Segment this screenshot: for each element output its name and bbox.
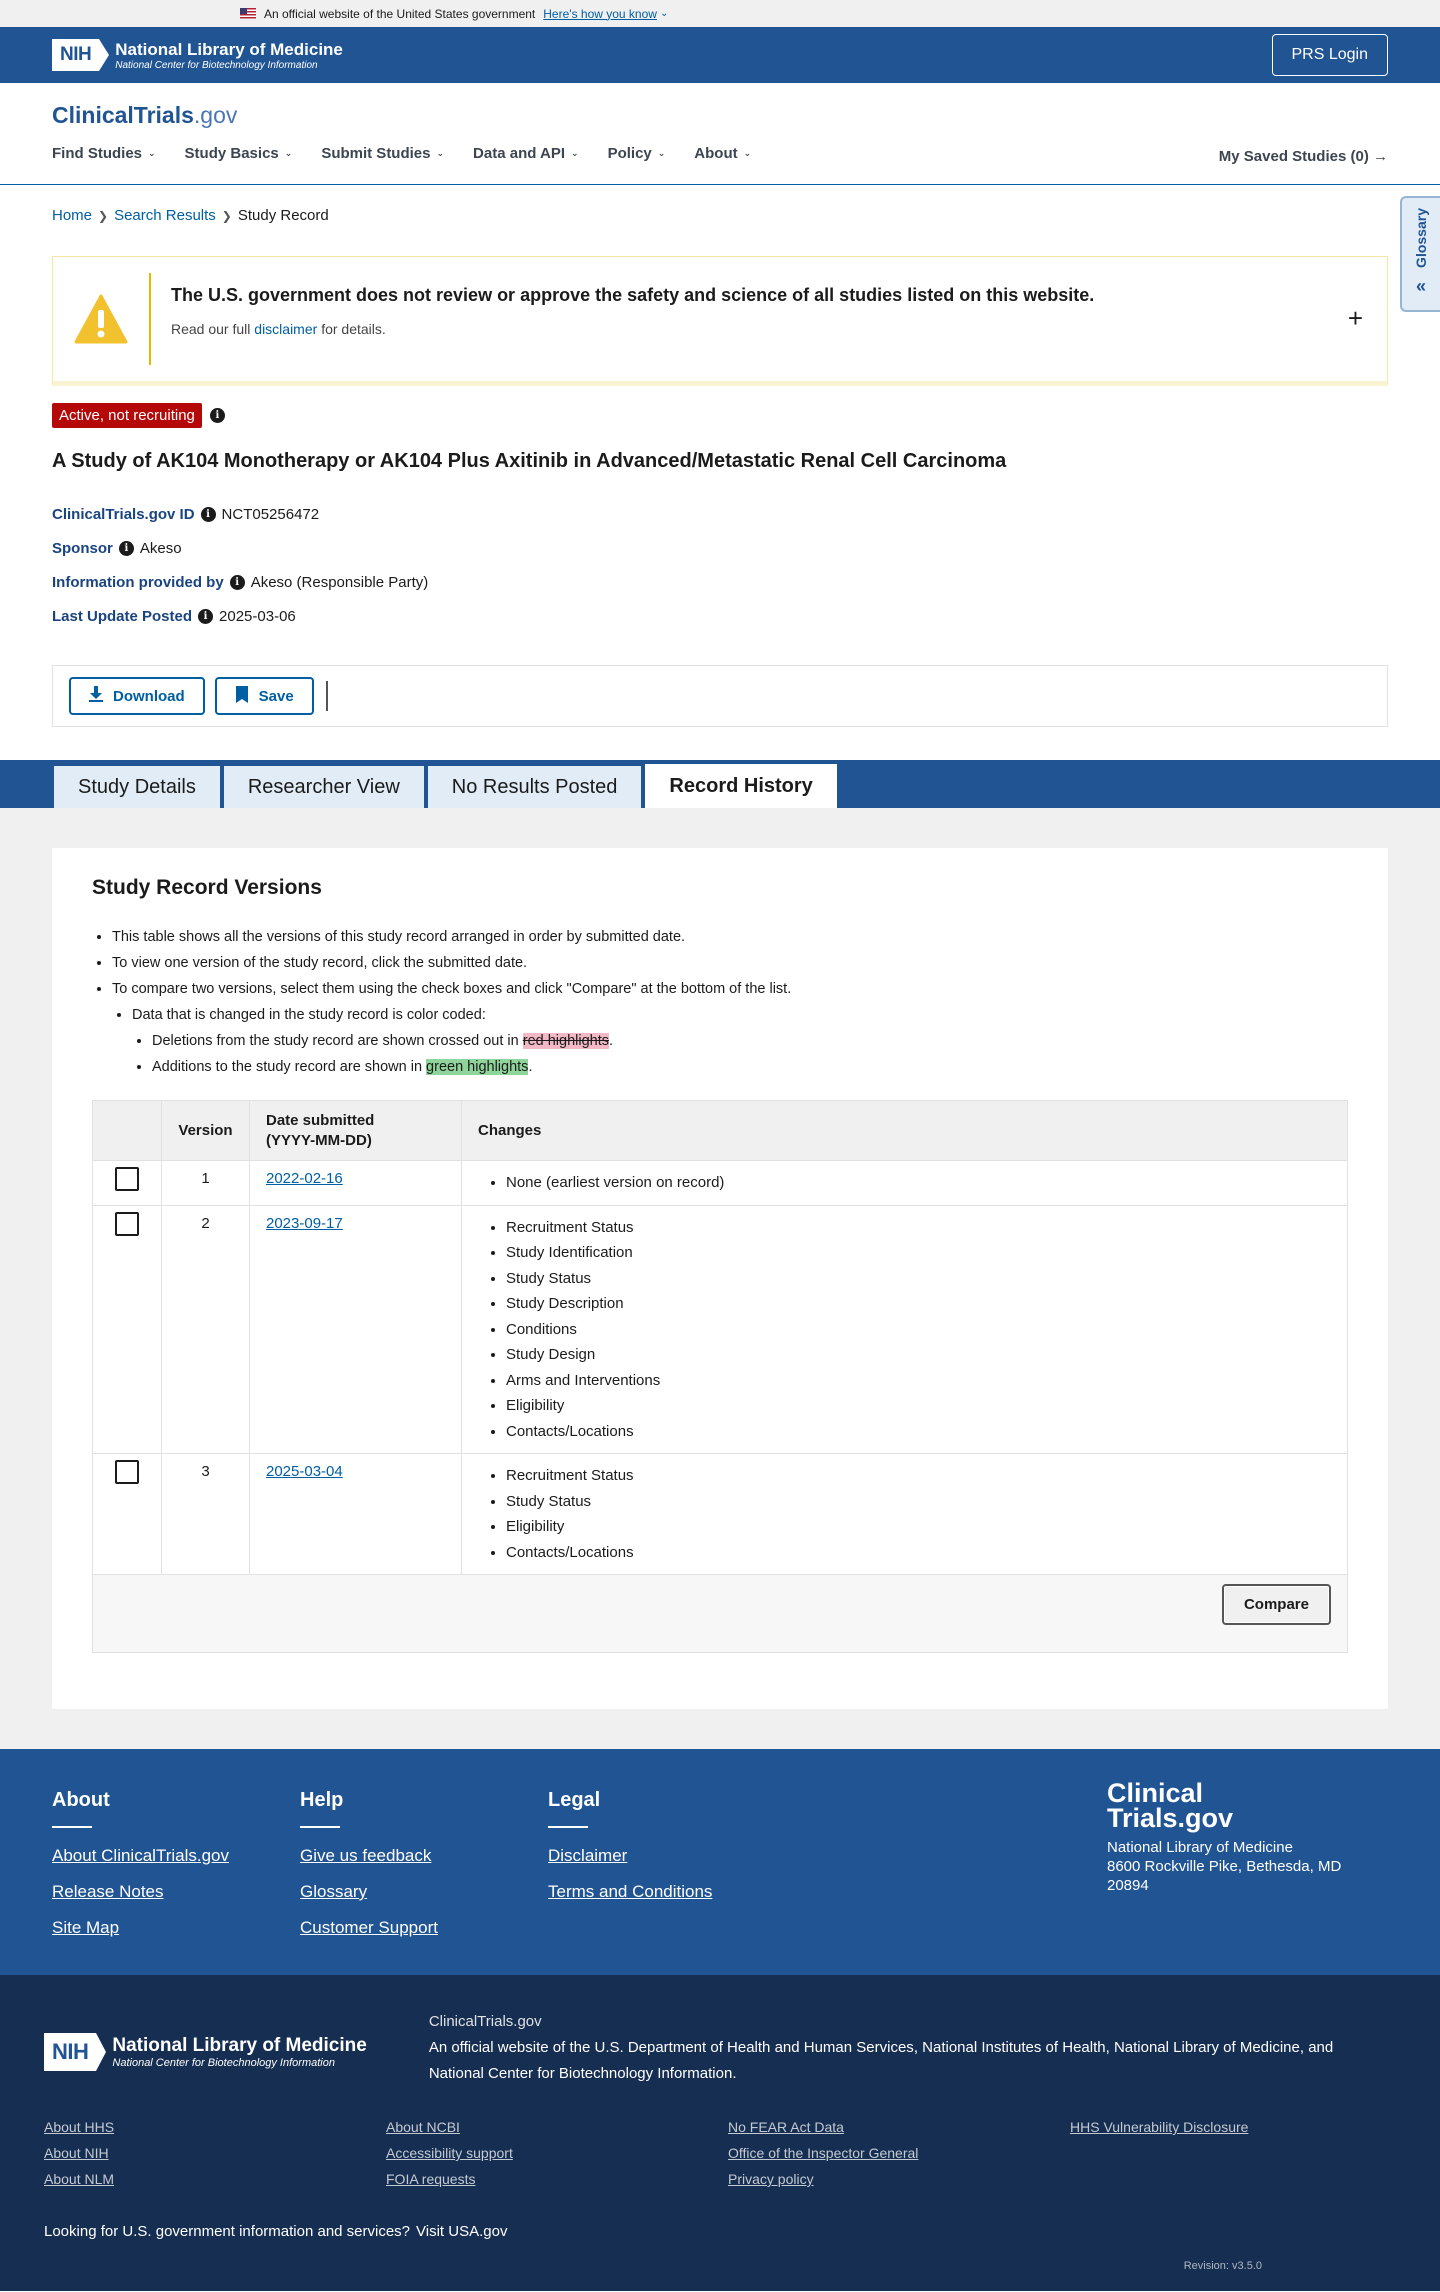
footer-ct-logo[interactable]: Clinical Trials.gov <box>1107 1778 1234 1833</box>
version-date-link[interactable]: 2022-02-16 <box>266 1170 343 1187</box>
footer-col-legal <box>548 1789 796 1954</box>
glossary-tab[interactable] <box>1400 196 1440 312</box>
my-saved-studies-link[interactable]: My Saved Studies (0) → <box>1218 148 1388 165</box>
version-checkbox[interactable] <box>115 1167 139 1191</box>
footer-brand <box>1107 1778 1397 1895</box>
disclaimer-alert <box>52 256 1388 386</box>
chevron-down-icon[interactable]: ⌄ <box>659 8 669 19</box>
changes-list <box>478 1463 1331 1565</box>
footer-bottom-link[interactable]: About NIH <box>44 2145 109 2161</box>
site-logo[interactable]: ClinicalTrials.gov <box>52 102 238 128</box>
green-highlight-sample: green highlights <box>426 1059 529 1075</box>
footer-col-about <box>52 1789 300 1954</box>
meta-label: Sponsor <box>52 539 113 557</box>
note-item: • To compare two versions, select them using the check boxes and click "Compare" at the bottom of the list. <box>112 976 1348 1002</box>
tab-study-details[interactable]: Study Details <box>52 764 222 808</box>
prs-login-button[interactable]: PRS Login <box>1272 34 1389 76</box>
hhs-link[interactable]: U.S. Department of Health and Human Services <box>594 2039 914 2056</box>
footer-heading: Help <box>300 1789 344 1811</box>
version-number: 1 <box>162 1161 250 1206</box>
chevron-right-icon: ❯ <box>98 208 109 223</box>
change-item: • Eligibility <box>506 1393 1331 1419</box>
empty-cell <box>1070 2171 1370 2187</box>
meta-row <box>52 497 1388 531</box>
version-checkbox[interactable] <box>115 1460 139 1484</box>
version-checkbox[interactable] <box>115 1212 139 1236</box>
change-item: • Contacts/Locations <box>506 1540 1331 1566</box>
download-button[interactable]: Download <box>69 677 205 715</box>
action-bar <box>52 665 1388 727</box>
table-row <box>93 1205 1348 1454</box>
change-item: • Conditions <box>506 1317 1331 1343</box>
note-item: • Data that is changed in the study record is color coded: <box>132 1002 1348 1028</box>
footer-heading: Legal <box>548 1789 601 1811</box>
footer-bottom-link[interactable]: HHS Vulnerability Disclosure <box>1070 2119 1249 2135</box>
changes-list <box>478 1170 1331 1196</box>
section-title: Study Record Versions <box>92 876 322 899</box>
action-separator <box>326 681 328 711</box>
breadcrumb-current: Study Record <box>237 207 329 224</box>
version-date-link[interactable]: 2025-03-04 <box>266 1463 343 1480</box>
changes-header: Changes <box>462 1101 1348 1161</box>
download-icon <box>89 686 103 706</box>
usa-gov-line: Looking for U.S. government information and services? Visit USA.gov <box>44 2223 508 2240</box>
footer-rule <box>52 1826 92 1828</box>
meta-label: Information provided by <box>52 573 224 591</box>
alert-heading: The U.S. government does not review or approve the safety and science of all studies listed on this website. <box>171 285 1095 305</box>
info-icon[interactable]: i <box>230 575 245 590</box>
changes-list <box>478 1215 1331 1445</box>
footer-nih-logo[interactable]: NIH National Library of Medicine National Center for Biotechnology Information <box>44 2017 367 2087</box>
meta-label: Last Update Posted <box>52 607 193 625</box>
version-header: Version <box>162 1101 250 1161</box>
versions-notes <box>92 924 1348 1080</box>
red-highlight-sample: red highlights <box>522 1033 609 1049</box>
note-item: • To view one version of the study record, click the submitted date. <box>112 950 1348 976</box>
official-statement: ClinicalTrials.gov An official website of the U.S. Department of Health and Human Services, National Institutes of Health, National Library of Medicine, and National Center for Biotechnology Information. <box>428 2013 1334 2082</box>
tab-bar <box>0 760 1440 808</box>
footer-link[interactable]: Site Map <box>52 1918 120 1937</box>
info-icon[interactable]: i <box>210 408 225 423</box>
info-icon[interactable]: i <box>119 541 134 556</box>
change-item: • Contacts/Locations <box>506 1419 1331 1445</box>
ncbi-link[interactable]: National Center for Biotechnology Information <box>428 2065 733 2082</box>
main-nav <box>52 145 1388 162</box>
footer-link[interactable]: About ClinicalTrials.gov <box>52 1846 229 1865</box>
nih-header <box>0 27 1440 83</box>
breadcrumb <box>0 185 1440 224</box>
info-icon[interactable]: i <box>198 609 213 624</box>
how-you-know-link[interactable]: Here's how you know <box>543 6 657 21</box>
site-header <box>0 83 1440 185</box>
footer-heading: About <box>52 1789 110 1811</box>
change-item: • Study Identification <box>506 1240 1331 1266</box>
meta-value: NCT05256472 <box>221 505 320 523</box>
save-button[interactable]: Save <box>215 677 314 715</box>
meta-row <box>52 565 1388 599</box>
footer-bottom-link[interactable]: Privacy policy <box>728 2171 814 2187</box>
revision-label: Revision: v3.5.0 <box>1183 2260 1262 2272</box>
version-number: 3 <box>162 1454 250 1575</box>
footer-bottom-link[interactable]: About NCBI <box>386 2119 460 2135</box>
nav-item-submit-studies[interactable]: Submit Studies ⌄ <box>321 145 445 162</box>
footer-col-help <box>300 1789 548 1954</box>
change-item: • Recruitment Status <box>506 1463 1331 1489</box>
bookmark-icon <box>235 686 249 707</box>
nav-item-find-studies[interactable]: Find Studies ⌄ <box>52 145 156 162</box>
footer-link[interactable]: Customer Support <box>300 1918 438 1937</box>
footer-bottom-link[interactable]: Accessibility support <box>386 2145 513 2161</box>
versions-table <box>92 1100 1348 1653</box>
meta-value: 2025-03-06 <box>219 607 296 625</box>
status-badge: Active, not recruiting <box>52 403 202 428</box>
footer-bottom <box>0 1975 1440 2291</box>
visit-usa-link[interactable]: Visit USA.gov <box>416 2223 508 2240</box>
footer-bottom-link[interactable]: About HHS <box>44 2119 115 2135</box>
footer-rule <box>548 1826 588 1828</box>
table-row <box>93 1161 1348 1206</box>
tab-record-history[interactable]: Record History <box>643 762 838 808</box>
alert-text: Read our full disclaimer for details. <box>171 321 386 337</box>
footer-bottom-link[interactable]: FOIA requests <box>386 2171 476 2187</box>
meta-row <box>52 599 1388 633</box>
chevron-down-icon: ⌄ <box>657 148 666 158</box>
meta-value: Akeso <box>139 539 182 557</box>
date-header: Date submitted (YYYY-MM-DD) <box>250 1101 462 1161</box>
glossary-label: Glossary <box>1413 208 1429 268</box>
nih-logo: NIH <box>52 39 99 71</box>
change-item: • Study Status <box>506 1266 1331 1292</box>
warning-icon <box>53 257 149 381</box>
note-item: • Additions to the study record are shown in green highlights. <box>152 1054 1348 1080</box>
footer-link[interactable]: Disclaimer <box>548 1846 628 1865</box>
checkbox-header <box>93 1101 162 1161</box>
double-chevron-left-icon: « <box>1415 275 1426 296</box>
change-item: • Recruitment Status <box>506 1215 1331 1241</box>
nav-item-data-and-api[interactable]: Data and API ⌄ <box>473 145 579 162</box>
compare-button[interactable]: Compare <box>1222 1584 1331 1625</box>
breadcrumb-search-results[interactable]: Search Results <box>114 207 216 224</box>
chevron-down-icon: ⌄ <box>436 148 445 158</box>
footer-top <box>0 1749 1440 1975</box>
record-history-card <box>52 848 1388 1709</box>
footer-link[interactable]: Terms and Conditions <box>548 1882 713 1901</box>
footer-link[interactable]: Release Notes <box>52 1882 164 1901</box>
footer-link[interactable]: Give us feedback <box>300 1846 432 1865</box>
breadcrumb-home[interactable]: Home <box>52 207 93 224</box>
footer-rule <box>300 1826 340 1828</box>
footer-bottom-link[interactable]: About NLM <box>44 2171 115 2187</box>
us-flag-icon <box>240 8 256 19</box>
footer-link[interactable]: Glossary <box>300 1882 368 1901</box>
version-date-link[interactable]: 2023-09-17 <box>266 1214 343 1232</box>
chevron-down-icon: ⌄ <box>571 148 579 158</box>
footer-bottom-link[interactable]: No FEAR Act Data <box>728 2119 844 2135</box>
tab-no-results-posted[interactable]: No Results Posted <box>426 764 644 808</box>
nav-item-study-basics[interactable]: Study Basics ⌄ <box>184 145 293 162</box>
study-meta <box>52 497 1388 633</box>
footer-address: National Library of Medicine 8600 Rockville Pike, Bethesda, MD 20894 <box>1107 1839 1342 1894</box>
meta-row <box>52 531 1388 565</box>
chevron-down-icon: ⌄ <box>284 148 293 158</box>
nih-brand[interactable] <box>52 39 343 71</box>
version-number: 2 <box>162 1205 250 1454</box>
meta-label: ClinicalTrials.gov ID <box>52 505 195 523</box>
empty-cell <box>1070 2145 1370 2161</box>
change-item: • Arms and Interventions <box>506 1368 1331 1394</box>
nlm-link[interactable]: National Library of Medicine <box>1113 2039 1300 2056</box>
disclaimer-link[interactable]: disclaimer <box>254 321 318 337</box>
nav-item-about[interactable]: About ⌄ <box>694 145 752 162</box>
nav-item-policy[interactable]: Policy ⌄ <box>607 145 666 162</box>
nih-link[interactable]: National Institutes of Health <box>922 2039 1106 2056</box>
ncbi-subtitle: National Center for Biotechnology Information <box>115 59 318 71</box>
nlm-title: National Library of Medicine <box>115 39 343 59</box>
chevron-down-icon: ⌄ <box>743 148 752 158</box>
note-item: • Deletions from the study record are shown crossed out in red highlights. <box>152 1028 1348 1054</box>
info-icon[interactable]: i <box>201 507 216 522</box>
change-item: • Study Status <box>506 1489 1331 1515</box>
chevron-down-icon: ⌄ <box>148 148 156 158</box>
note-item: • This table shows all the versions of this study record arranged in order by submitted date. <box>112 924 1348 950</box>
arrow-right-icon: → <box>1368 148 1388 165</box>
change-item: • Study Description <box>506 1291 1331 1317</box>
gov-banner-text: An official website of the United States government <box>264 6 536 21</box>
table-row <box>93 1454 1348 1575</box>
change-item: • Study Design <box>506 1342 1331 1368</box>
expand-plus-icon[interactable]: + <box>1347 303 1363 333</box>
study-title: A Study of AK104 Monotherapy or AK104 Plus Axitinib in Advanced/Metastatic Renal Cell Carcinoma <box>52 450 1007 472</box>
tab-researcher-view[interactable]: Researcher View <box>222 764 426 808</box>
change-item: • None (earliest version on record) <box>506 1170 1331 1196</box>
footer-bottom-link[interactable]: Office of the Inspector General <box>728 2145 919 2161</box>
gov-banner <box>0 0 1440 27</box>
change-item: • Eligibility <box>506 1514 1331 1540</box>
chevron-right-icon: ❯ <box>221 208 232 223</box>
meta-value: Akeso (Responsible Party) <box>250 573 429 591</box>
